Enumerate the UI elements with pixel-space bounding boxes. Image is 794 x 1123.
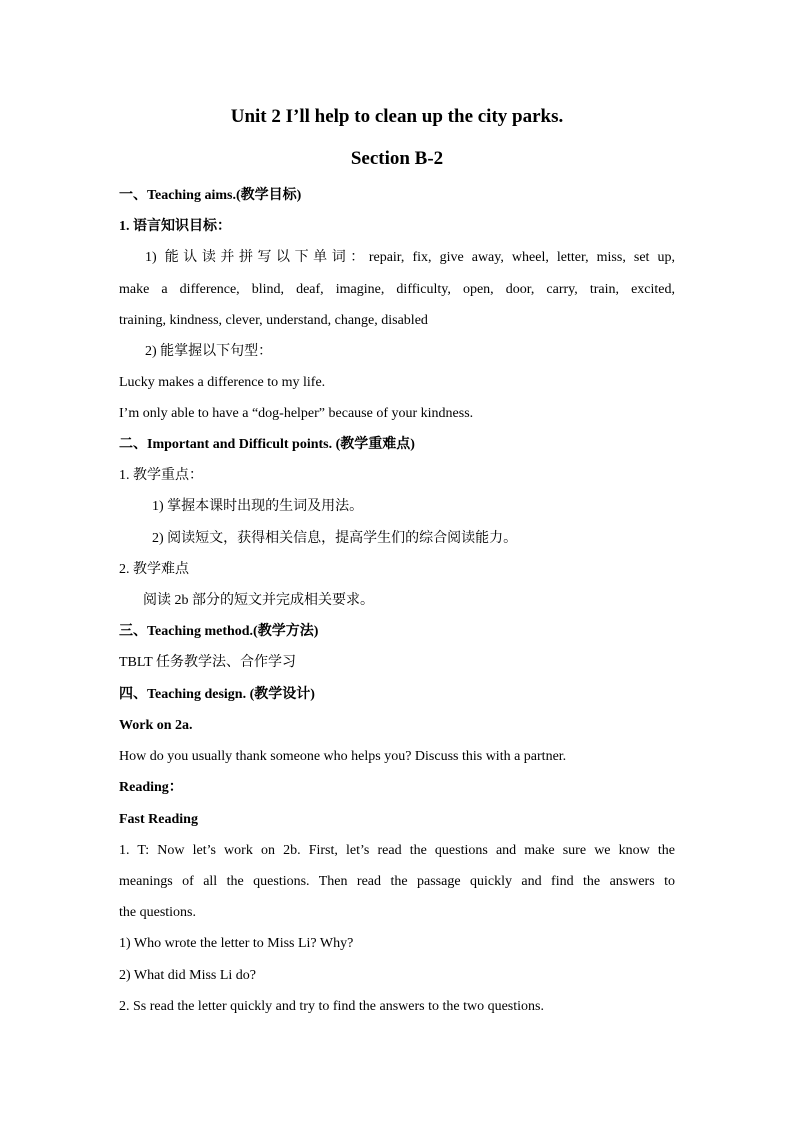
design-heading: 四、Teaching design. (教学设计) — [119, 687, 315, 702]
difficult-point-1: 阅读 2b 部分的短文并完成相关要求。 — [143, 593, 374, 608]
document-title: Unit 2 I’ll help to clean up the city parks. — [230, 106, 564, 127]
important-heading: 二、Important and Difficult points. (教学重难点) — [119, 437, 415, 452]
step-1-line-2: meanings of all the questions. Then read the passage quickly and find the answers to — [119, 874, 675, 889]
words-line-1: 1) 能认读并拼写以下单词：repair, fix, give away, wheel, letter, miss, set up, — [145, 250, 675, 265]
work-text: How do you usually thank someone who helps you? Discuss this with a partner. — [119, 749, 567, 764]
step-1-line-1: 1. T: Now let’s work on 2b. First, let’s read the questions and make sure we know the — [119, 843, 675, 858]
words-line-2: make a difference, blind, deaf, imagine, difficulty, open, door, carry, train, excited, — [119, 282, 675, 297]
sentence-2: I’m only able to have a “dog-helper” because of your kindness. — [119, 406, 474, 421]
fast-reading-title: Fast Reading — [119, 812, 198, 827]
key-point-1: 1) 掌握本课时出现的生词及用法。 — [152, 499, 364, 514]
reading-title: Reading： — [119, 780, 183, 795]
key-points-title: 1. 教学重点： — [119, 468, 203, 483]
key-point-2: 2) 阅读短文，获得相关信息，提高学生们的综合阅读能力。 — [152, 531, 518, 546]
work-title: Work on 2a. — [119, 718, 193, 733]
step-1-line-3: the questions. — [119, 905, 196, 920]
method-heading: 三、Teaching method.(教学方法) — [119, 624, 319, 639]
sentence-1: Lucky makes a difference to my life. — [119, 375, 326, 390]
sentences-intro: 2) 能掌握以下句型： — [145, 344, 273, 359]
method-content: TBLT 任务教学法、合作学习 — [119, 655, 296, 670]
step-2: 2. Ss read the letter quickly and try to find the answers to the two questions. — [119, 999, 544, 1014]
question-1: 1) Who wrote the letter to Miss Li? Why? — [119, 936, 354, 951]
aims-heading: 一、Teaching aims.(教学目标) — [119, 188, 302, 203]
question-2: 2) What did Miss Li do? — [119, 968, 257, 983]
words-line-3: training, kindness, clever, understand, change, disabled — [119, 313, 428, 328]
language-goal-title: 1. 语言知识目标： — [119, 219, 231, 234]
section-title: Section B-2 — [350, 148, 444, 169]
difficult-points-title: 2. 教学难点 — [119, 562, 189, 577]
